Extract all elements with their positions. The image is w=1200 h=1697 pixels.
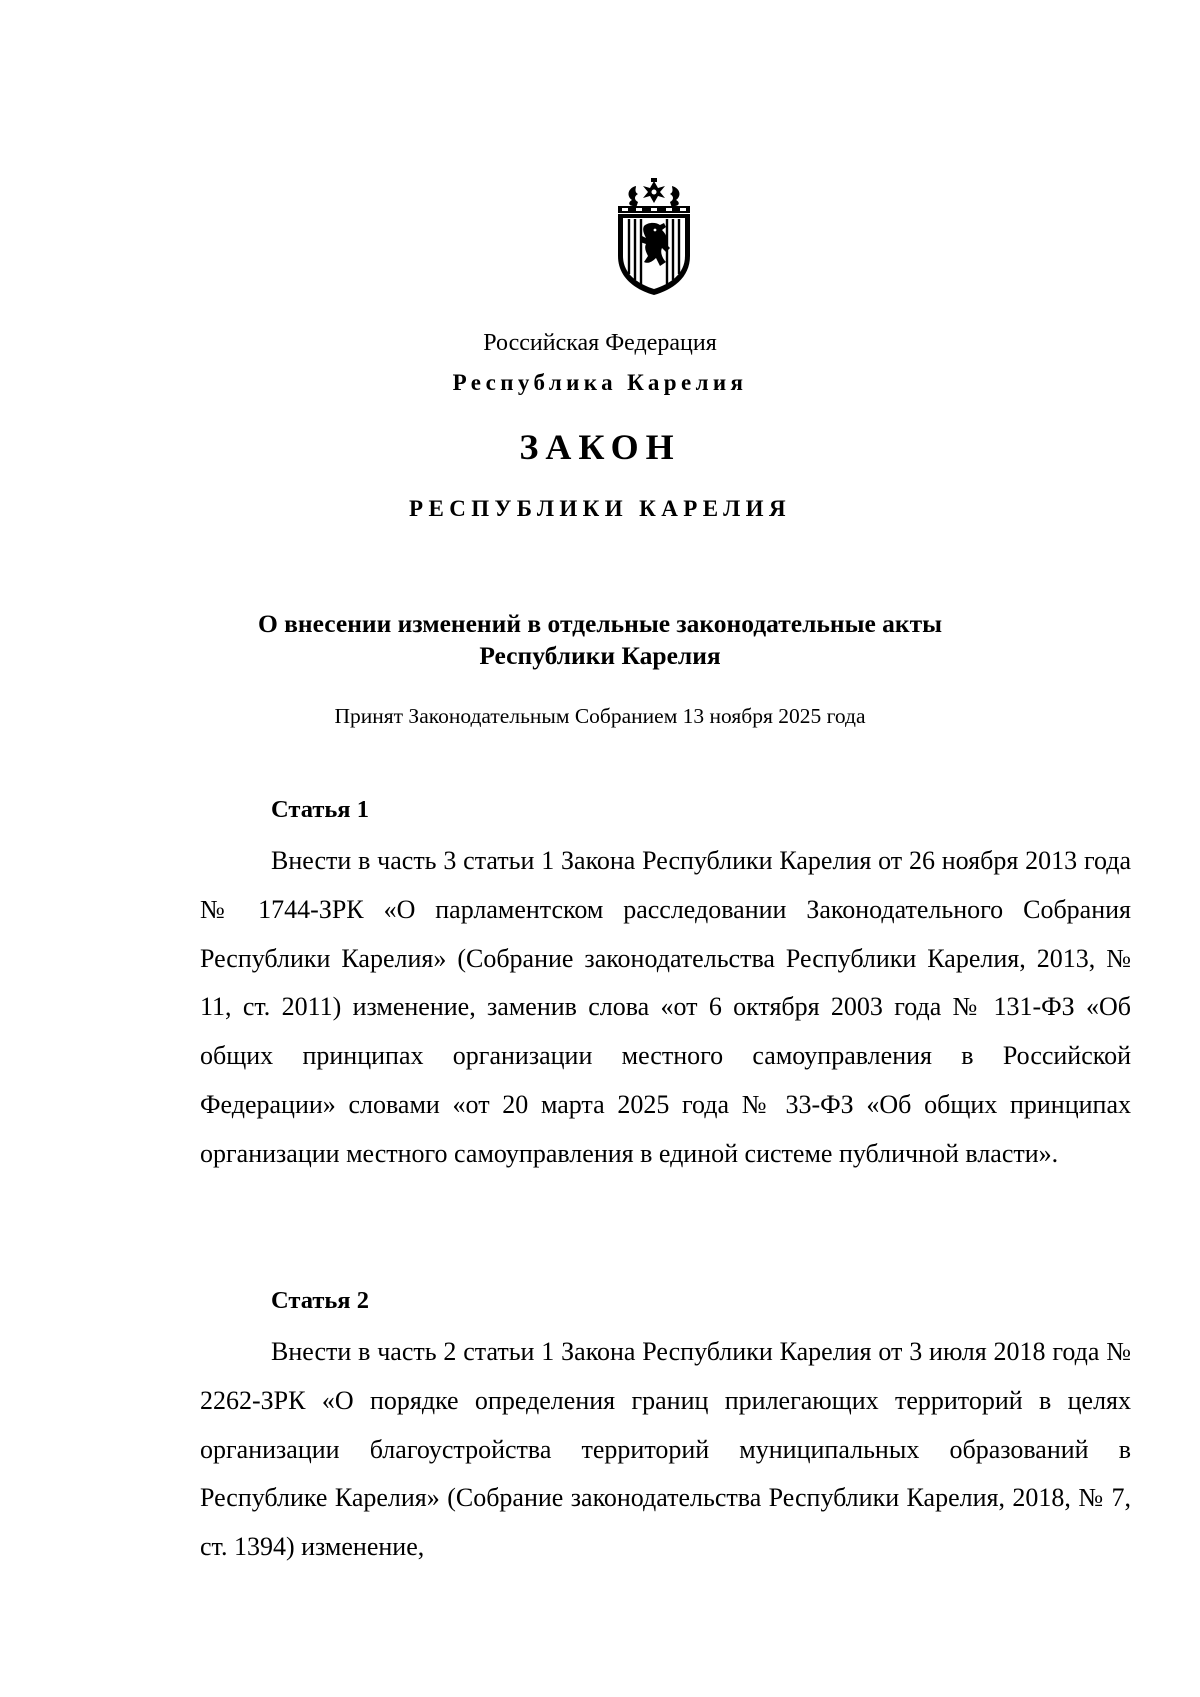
law-subtitle: РЕСПУБЛИКИ КАРЕЛИЯ [409,496,791,521]
article-2-text: Внести в часть 2 статьи 1 Закона Республики Карелия от 3 июля 2018 года № 2262-ЗРК «О порядке определения границ прилегающих территорий в целях организации благоустройства территорий муниципальных образований в Республике Карелия» (Собрание законодательства Республики Карелия, 2018, № 7, ст. 1394) изменение, [200,1337,1131,1562]
adoption-note: Принят Законодательным Собранием 13 ноября 2025 года [334,704,866,728]
article-2-heading: Статья 2 [271,1287,369,1314]
country-name: Российская Федерация [483,330,717,356]
document-title [0,608,1200,672]
article-1-heading: Статья 1 [271,796,369,823]
article-1-text: Внести в часть 3 статьи 1 Закона Республики Карелия от 26 ноября 2013 года № 1744-ЗРК «О парламентском расследовании Законодательного Собрания Республики Карелия» (Собрание законодательства Республики Карелия, 2013, № 11, ст. 2011) изменение, заменив слова «от 6 октября 2003 года № 131-ФЗ «Об общих принципах организации местного самоуправления в Российской Федерации» словами «от 20 марта 2025 года № 33-ФЗ «Об общих принципах организации местного самоуправления в единой системе публичной власти». [200,846,1131,1168]
document-title-line-1: О внесении изменений в отдельные законодательные акты [257,609,943,638]
document-title-line-2: Республики Карелия [479,641,721,670]
law-title: ЗАКОН [519,427,681,467]
republic-name: Республика Карелия [452,370,748,395]
karelia-coat-of-arms-icon [614,178,694,296]
